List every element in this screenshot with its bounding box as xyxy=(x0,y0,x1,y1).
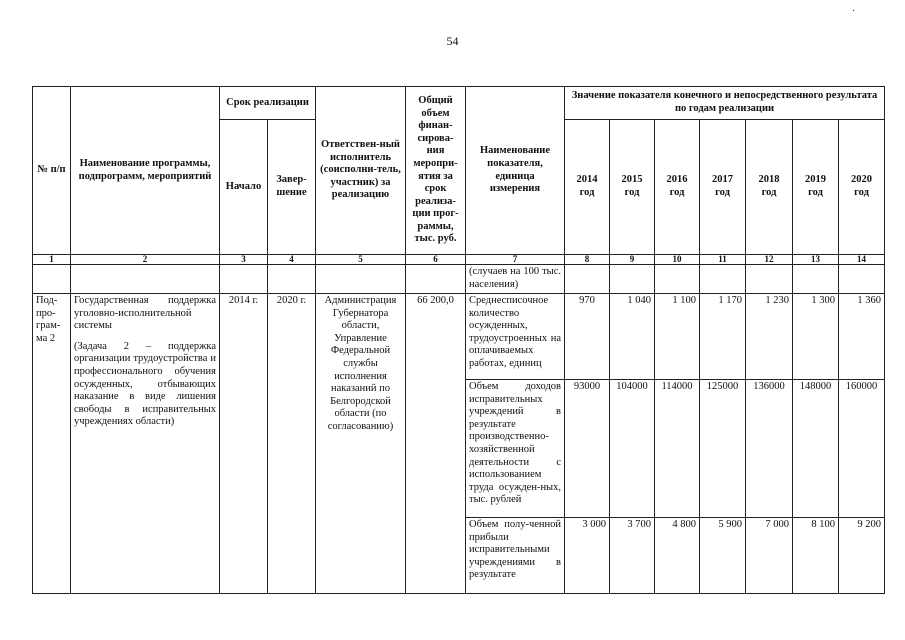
continuation-row xyxy=(33,265,885,294)
col-number: 13 xyxy=(793,255,839,265)
header-end: Завер-шение xyxy=(268,120,316,255)
header-period: Срок реализации xyxy=(220,87,316,120)
col-number: 6 xyxy=(406,255,466,265)
indicator-continuation: (случаев на 100 тыс. населения) xyxy=(466,265,565,294)
page-number: 54 xyxy=(446,34,459,48)
col-number: 8 xyxy=(565,255,610,265)
col-number: 2 xyxy=(71,255,220,265)
value-cell: 93000 xyxy=(565,380,610,518)
col-number: 5 xyxy=(316,255,406,265)
value-cell: 7 000 xyxy=(746,518,793,594)
header-indicator: Наименование показателя, единица измерения xyxy=(466,87,565,255)
value-cell: 9 200 xyxy=(839,518,885,594)
value-cell: 1 100 xyxy=(655,294,700,380)
header-year: 2016 год xyxy=(655,120,700,255)
header-year: 2015 год xyxy=(610,120,655,255)
col-number: 9 xyxy=(610,255,655,265)
column-number-row xyxy=(33,255,885,265)
subprogram-name: Государственная поддержка уголовно-исполнительной системы xyxy=(74,295,216,332)
value-cell: 160000 xyxy=(839,380,885,518)
header-finance: Общий объем финан-сирова-ния меропри-ятия за срок реализа-ции прог-раммы, тыс. руб. xyxy=(406,87,466,255)
header-year: 2017 год xyxy=(700,120,746,255)
indicator-name: Объем доходов исправительных учреждений в результате производственно-хозяйственной деятельности с использованием труда осужден-ных, тыс. рублей xyxy=(466,380,565,518)
value-cell: 970 xyxy=(565,294,610,380)
col-number: 12 xyxy=(746,255,793,265)
scan-dot: · xyxy=(852,6,856,17)
header-num: № п/п xyxy=(33,87,71,255)
indicator-name: Объем полу-ченной прибыли исправительными учреждениями в результате xyxy=(466,518,565,594)
header-start: Начало xyxy=(220,120,268,255)
value-cell: 114000 xyxy=(655,380,700,518)
value-cell: 148000 xyxy=(793,380,839,518)
col-number: 10 xyxy=(655,255,700,265)
value-cell: 4 800 xyxy=(655,518,700,594)
header-values: Значение показателя конечного и непосредственного результата по годам реализации xyxy=(565,87,885,120)
indicator-name: Среднесписочное количество осужденных, трудоустроенных на оплачиваемых работах, единиц xyxy=(466,294,565,380)
value-cell: 1 170 xyxy=(700,294,746,380)
header-year: 2018 год xyxy=(746,120,793,255)
col-number: 14 xyxy=(839,255,885,265)
value-cell: 5 900 xyxy=(700,518,746,594)
col-number: 3 xyxy=(220,255,268,265)
subprogram-task: (Задача 2 – поддержка организации трудоустройства и профессионального обучения осужденных, отбывающих наказание в виде лишения свободы в исправительных учреждениях области) xyxy=(74,340,216,428)
header-year: 2014 год xyxy=(565,120,610,255)
value-cell: 1 360 xyxy=(839,294,885,380)
value-cell: 3 000 xyxy=(565,518,610,594)
col-number: 7 xyxy=(466,255,565,265)
table-row xyxy=(33,294,885,380)
finance-total: 66 200,0 xyxy=(406,294,466,594)
value-cell: 136000 xyxy=(746,380,793,518)
end-year: 2020 г. xyxy=(268,294,316,594)
program-table xyxy=(32,86,885,594)
value-cell: 8 100 xyxy=(793,518,839,594)
subprogram-name-cell xyxy=(71,294,220,594)
subprogram-number: Под-про-грам-ма 2 xyxy=(33,294,71,594)
value-cell: 104000 xyxy=(610,380,655,518)
value-cell: 1 040 xyxy=(610,294,655,380)
header-name: Наименование программы, подпрограмм, мероприятий xyxy=(71,87,220,255)
col-number: 1 xyxy=(33,255,71,265)
value-cell: 1 230 xyxy=(746,294,793,380)
header-year: 2020 год xyxy=(839,120,885,255)
header-year: 2019 год xyxy=(793,120,839,255)
header-responsible: Ответствен-ный исполнитель (соисполни-тель, участник) за реализацию xyxy=(316,87,406,255)
col-number: 4 xyxy=(268,255,316,265)
value-cell: 3 700 xyxy=(610,518,655,594)
start-year: 2014 г. xyxy=(220,294,268,594)
responsible-executor: Администрация Губернатора области, Управление Федеральной службы исполнения наказаний по Белгородской области (по согласованию) xyxy=(316,294,406,594)
value-cell: 125000 xyxy=(700,380,746,518)
col-number: 11 xyxy=(700,255,746,265)
value-cell: 1 300 xyxy=(793,294,839,380)
